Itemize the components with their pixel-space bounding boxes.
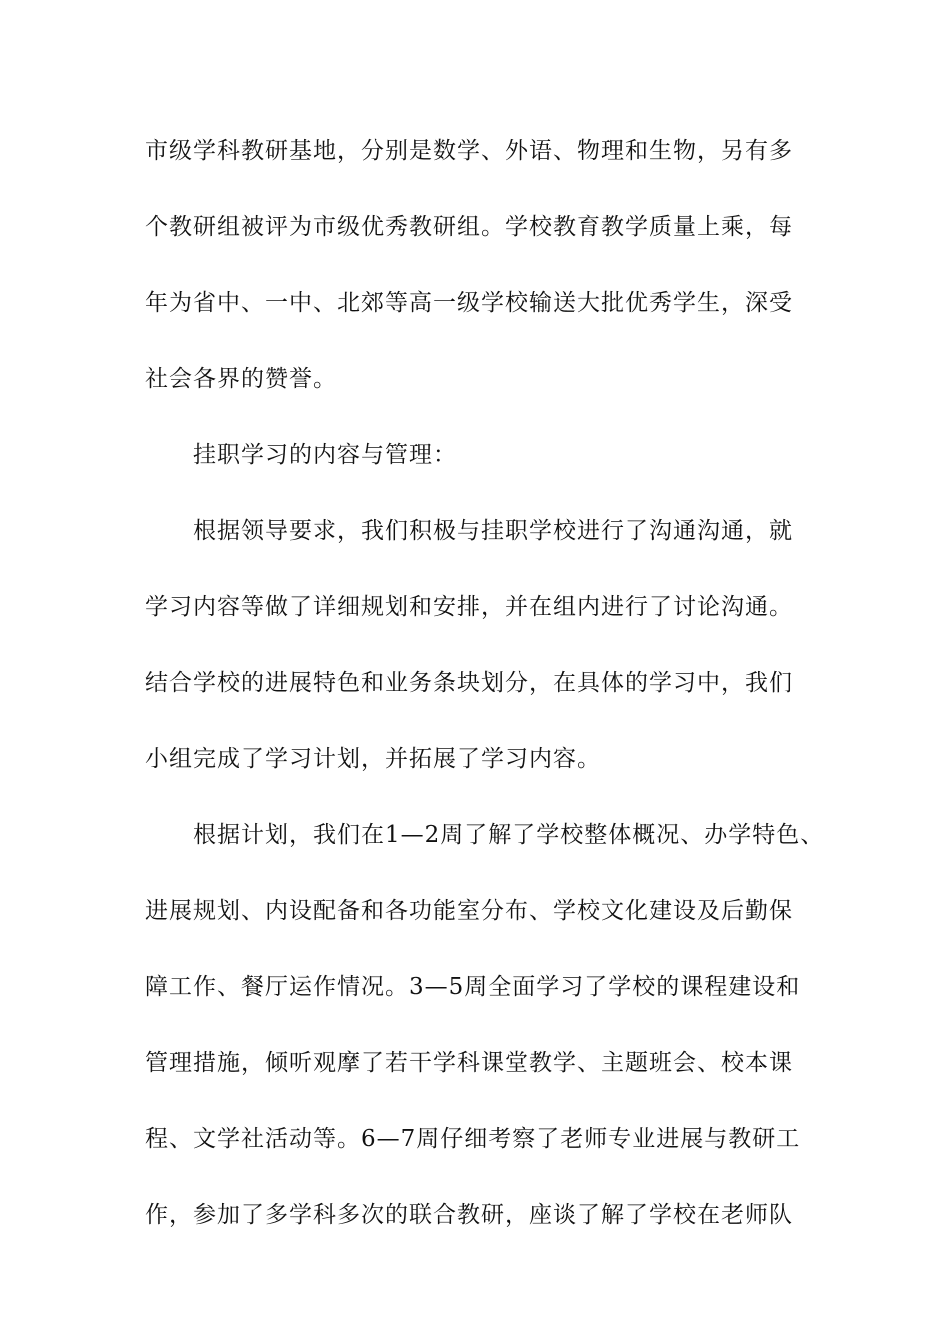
text-line-7: 学习内容等做了详细规划和安排，并在组内进行了讨论沟通。 [145, 594, 793, 620]
section-heading: 挂职学习的内容与管理： [193, 442, 457, 468]
text-line-2: 个教研组被评为市级优秀教研组。学校教育教学质量上乘，每 [145, 214, 793, 240]
text-line-12: 障工作、餐厅运作情况。3—5周全面学习了学校的课程建设和 [145, 974, 801, 1000]
text-line-10: 根据计划，我们在1—2周了解了学校整体概况、办学特色、 [193, 822, 825, 848]
text-line-15: 作，参加了多学科多次的联合教研，座谈了解了学校在老师队 [145, 1202, 793, 1228]
text-line-4: 社会各界的赞誉。 [145, 366, 337, 392]
text-line-1: 市级学科教研基地，分别是数学、外语、物理和生物，另有多 [145, 138, 793, 164]
text-line-6: 根据领导要求，我们积极与挂职学校进行了沟通沟通，就 [193, 518, 793, 544]
text-line-13: 管理措施，倾听观摩了若干学科课堂教学、主题班会、校本课 [145, 1050, 793, 1076]
text-line-14: 程、文学社活动等。6—7周仔细考察了老师专业进展与教研工 [145, 1126, 801, 1152]
text-line-9: 小组完成了学习计划，并拓展了学习内容。 [145, 746, 601, 772]
document-body [145, 128, 825, 1268]
text-line-11: 进展规划、内设配备和各功能室分布、学校文化建设及后勤保 [145, 898, 793, 924]
text-line-3: 年为省中、一中、北郊等高一级学校输送大批优秀学生，深受 [145, 290, 793, 316]
text-line-8: 结合学校的进展特色和业务条块划分，在具体的学习中，我们 [145, 670, 793, 696]
